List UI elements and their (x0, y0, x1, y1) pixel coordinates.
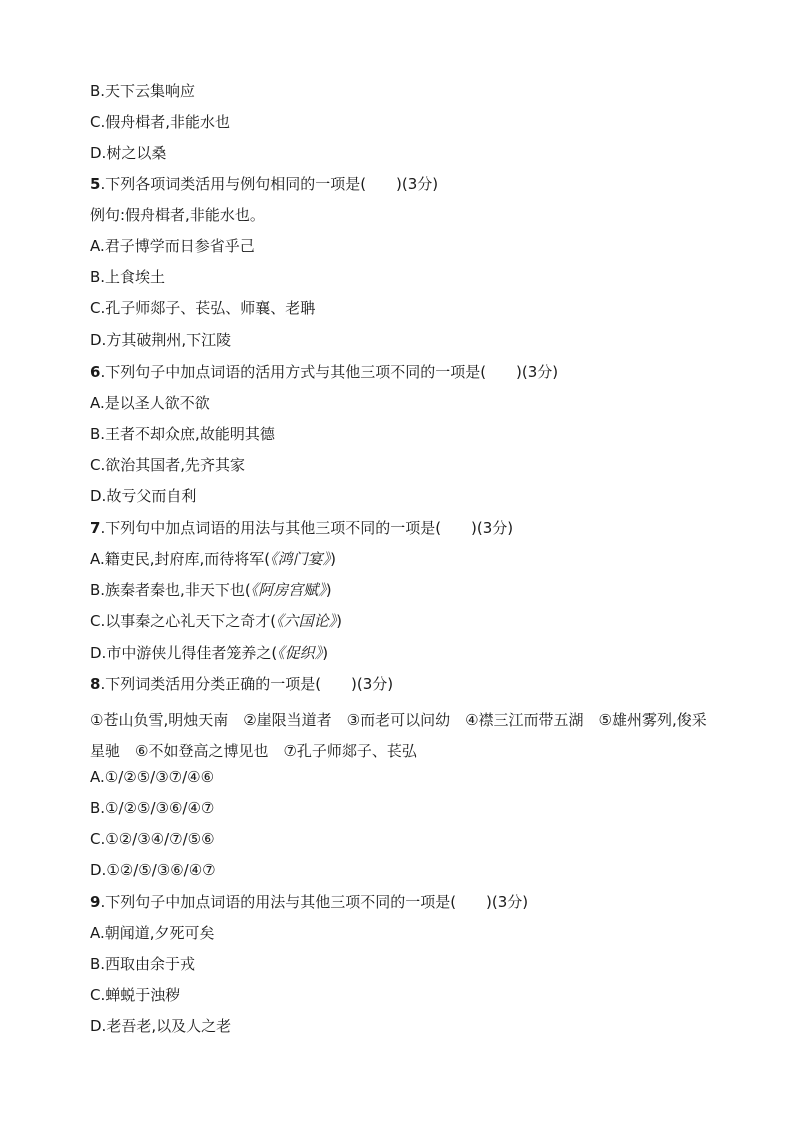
option-close: ) (330, 550, 337, 568)
source-title: 《六国论》 (276, 612, 337, 630)
question-7-stem (90, 518, 730, 538)
question-text: .下列句子中加点词语的用法与其他三项不同的一项是( )(3分) (100, 893, 529, 911)
question-7-option-d (90, 643, 730, 663)
question-8-option-b: B.①/②⑤/③⑥/④⑦ (90, 799, 215, 817)
source-title: 《鸿门宴》 (270, 550, 331, 568)
question-7-option-a (90, 549, 730, 569)
source-title: 《促织》 (277, 644, 323, 662)
option-text: B.族秦者秦也,非天下也( (90, 581, 251, 599)
question-7-option-c (90, 611, 730, 631)
question-6-option-a: A.是以圣人欲不欲 (90, 394, 210, 412)
question-5-option-b: B.上食埃土 (90, 268, 166, 286)
question-number: 9 (90, 893, 101, 911)
question-8-option-d: D.①②/⑤/③⑥/④⑦ (90, 861, 216, 879)
question-8-option-c: C.①②/③④/⑦/⑤⑥ (90, 830, 215, 848)
question-9-option-b: B.西取由余于戎 (90, 955, 196, 973)
question-text: .下列句子中加点词语的活用方式与其他三项不同的一项是( )(3分) (100, 363, 559, 381)
option-text: A.籍吏民,封府库,而待将军( (90, 550, 271, 568)
question-text: .下列句中加点词语的用法与其他三项不同的一项是( )(3分) (100, 519, 514, 537)
question-5-option-c: C.孔子师郯子、苌弘、师襄、老聃 (90, 299, 316, 317)
question-5-stem (90, 174, 730, 194)
question-number: 5 (90, 175, 101, 193)
prev-option-c: C.假舟楫者,非能水也 (90, 113, 231, 131)
option-text: D.市中游侠儿得佳者笼养之( (90, 644, 278, 662)
option-close: ) (325, 581, 332, 599)
source-title: 《阿房宫赋》 (250, 581, 326, 599)
question-6-option-b: B.王者不却众庶,故能明其德 (90, 425, 275, 443)
option-close: ) (322, 644, 329, 662)
prev-option-d: D.树之以桑 (90, 144, 167, 162)
question-9-option-d: D.老吾老,以及人之老 (90, 1017, 232, 1035)
question-8-option-a: A.①/②⑤/③⑦/④⑥ (90, 768, 215, 786)
question-number: 8 (90, 675, 101, 693)
question-6-option-c: C.欲治其国者,先齐其家 (90, 456, 246, 474)
question-9-stem (90, 892, 730, 912)
question-text: .下列词类活用分类正确的一项是( )(3分) (100, 675, 394, 693)
question-5-option-d: D.方其破荆州,下江陵 (90, 331, 232, 349)
question-7-option-b (90, 580, 730, 600)
option-close: ) (336, 612, 342, 630)
question-number: 6 (90, 363, 101, 381)
question-8-items: ①苍山负雪,明烛天南 ②崖限当道者 ③而老可以问幼 ④襟三江而带五湖 ⑤雄州雾列,俊采星驰 ⑥不如登高之博见也 ⑦孔子师郯子、苌弘 (90, 711, 707, 760)
question-5-option-a: A.君子博学而日参省乎己 (90, 237, 255, 255)
question-text: .下列各项词类活用与例句相同的一项是( )(3分) (100, 175, 439, 193)
question-number: 7 (90, 519, 101, 537)
prev-option-b: B.天下云集响应 (90, 82, 196, 100)
question-9-option-a: A.朝闻道,夕死可矣 (90, 924, 215, 942)
question-6-option-d: D.故亏父而自利 (90, 487, 197, 505)
question-8-stem (90, 674, 730, 694)
question-5-example: 例句:假舟楫者,非能水也。 (90, 206, 265, 224)
question-6-stem (90, 362, 730, 382)
question-9-option-c: C.蝉蜕于浊秽 (90, 986, 181, 1004)
option-text: C.以事秦之心礼天下之奇才( (90, 612, 277, 630)
